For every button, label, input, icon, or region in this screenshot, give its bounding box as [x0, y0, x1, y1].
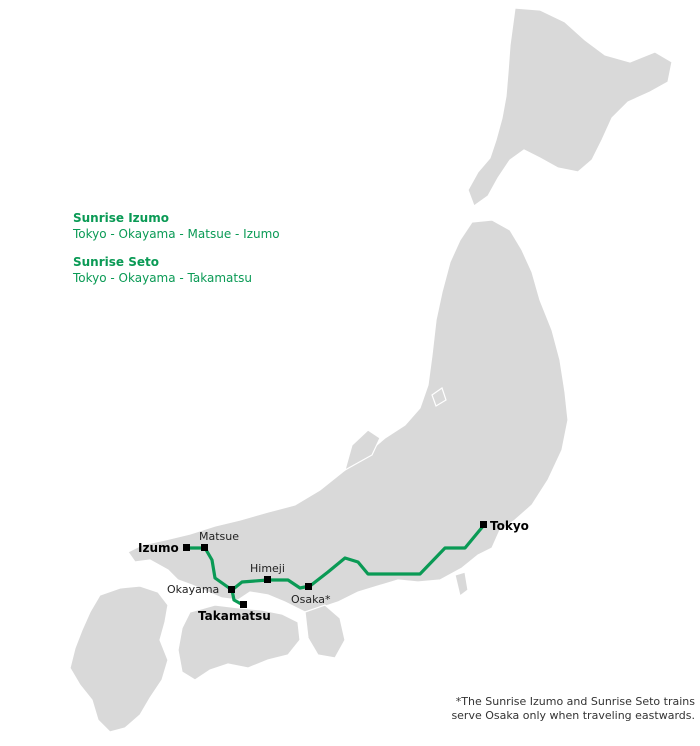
- osaka-footnote: [355, 695, 695, 723]
- station-osaka-marker: [305, 583, 312, 590]
- legend-route-2-name: Sunrise Seto: [73, 255, 159, 269]
- station-tokyo-marker: [480, 521, 487, 528]
- station-matsue-label: Matsue: [199, 530, 240, 543]
- station-okayama-label: Okayama: [167, 583, 220, 596]
- station-izumo-marker: [183, 544, 190, 551]
- kii-peninsula: [305, 605, 345, 658]
- hokkaido-island: [468, 8, 672, 206]
- station-osaka-label: Osaka*: [291, 593, 331, 606]
- station-okayama-marker: [228, 586, 235, 593]
- legend-route-2-stops: Tokyo - Okayama - Takamatsu: [73, 271, 252, 285]
- footnote-line-2: serve Osaka only when traveling eastwards.: [451, 709, 695, 722]
- station-matsue-marker: [201, 544, 208, 551]
- station-tokyo-label: Tokyo: [490, 519, 529, 533]
- station-takamatsu-label: Takamatsu: [198, 609, 271, 623]
- legend-route-1-name: Sunrise Izumo: [73, 211, 169, 225]
- station-himeji-label: Himeji: [250, 562, 285, 575]
- kyushu-island: [70, 586, 168, 732]
- route-legend: [73, 210, 280, 298]
- station-takamatsu-marker: [240, 601, 247, 608]
- footnote-line-1: *The Sunrise Izumo and Sunrise Seto trains: [455, 695, 695, 708]
- station-izumo-label: Izumo: [138, 541, 179, 555]
- izu-peninsula: [455, 572, 468, 596]
- legend-route-1-stops: Tokyo - Okayama - Matsue - Izumo: [73, 227, 280, 241]
- station-himeji-marker: [264, 576, 271, 583]
